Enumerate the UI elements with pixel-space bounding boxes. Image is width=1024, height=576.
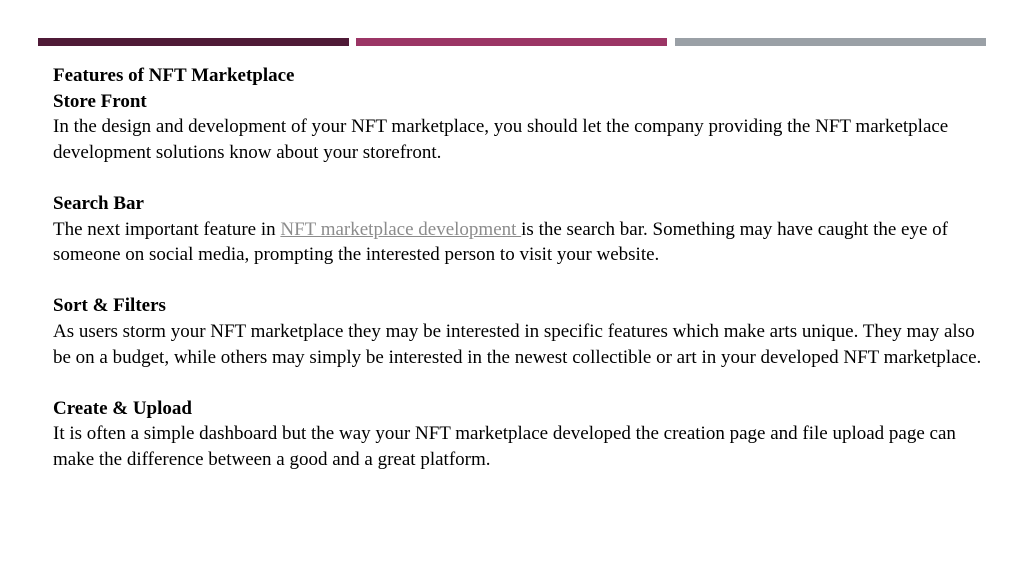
section-heading-store-front: Store Front <box>53 90 147 112</box>
section-spacer <box>53 370 993 396</box>
accent-bar-dark <box>38 38 349 46</box>
section-spacer <box>53 268 993 294</box>
search-bar-text-before-link: The next important feature in <box>53 218 281 240</box>
nft-marketplace-development-link[interactable]: NFT marketplace development <box>280 218 522 240</box>
slide-content <box>53 63 993 473</box>
section-text-search-bar <box>53 217 993 268</box>
accent-bar-magenta <box>356 38 667 46</box>
accent-bar-gray <box>675 38 986 46</box>
page-title: Features of NFT Marketplace <box>53 65 295 86</box>
section-text-sort-filters: As users storm your NFT marketplace they may be interested in specific features which make arts unique. They may also be on a budget, while others may simply be interested in the newest collectible or art in your developed NFT marketplace. <box>53 320 982 368</box>
section-heading-search-bar: Search Bar <box>53 192 144 214</box>
section-heading-create-upload: Create & Upload <box>53 397 192 419</box>
section-heading-sort-filters: Sort & Filters <box>53 295 166 317</box>
section-text-store-front: In the design and development of your NFT marketplace, you should let the company providing the NFT marketplace development solutions know about your storefront. <box>53 116 949 163</box>
search-bar-text-after-link: is the search bar. Something may have caught the eye of someone on social media, prompting the interested person to visit your website. <box>53 218 948 266</box>
section-text-create-upload: It is often a simple dashboard but the way your NFT marketplace developed the creation page and file upload page can make the difference between a good and a great platform. <box>53 423 956 470</box>
section-spacer <box>53 165 993 191</box>
